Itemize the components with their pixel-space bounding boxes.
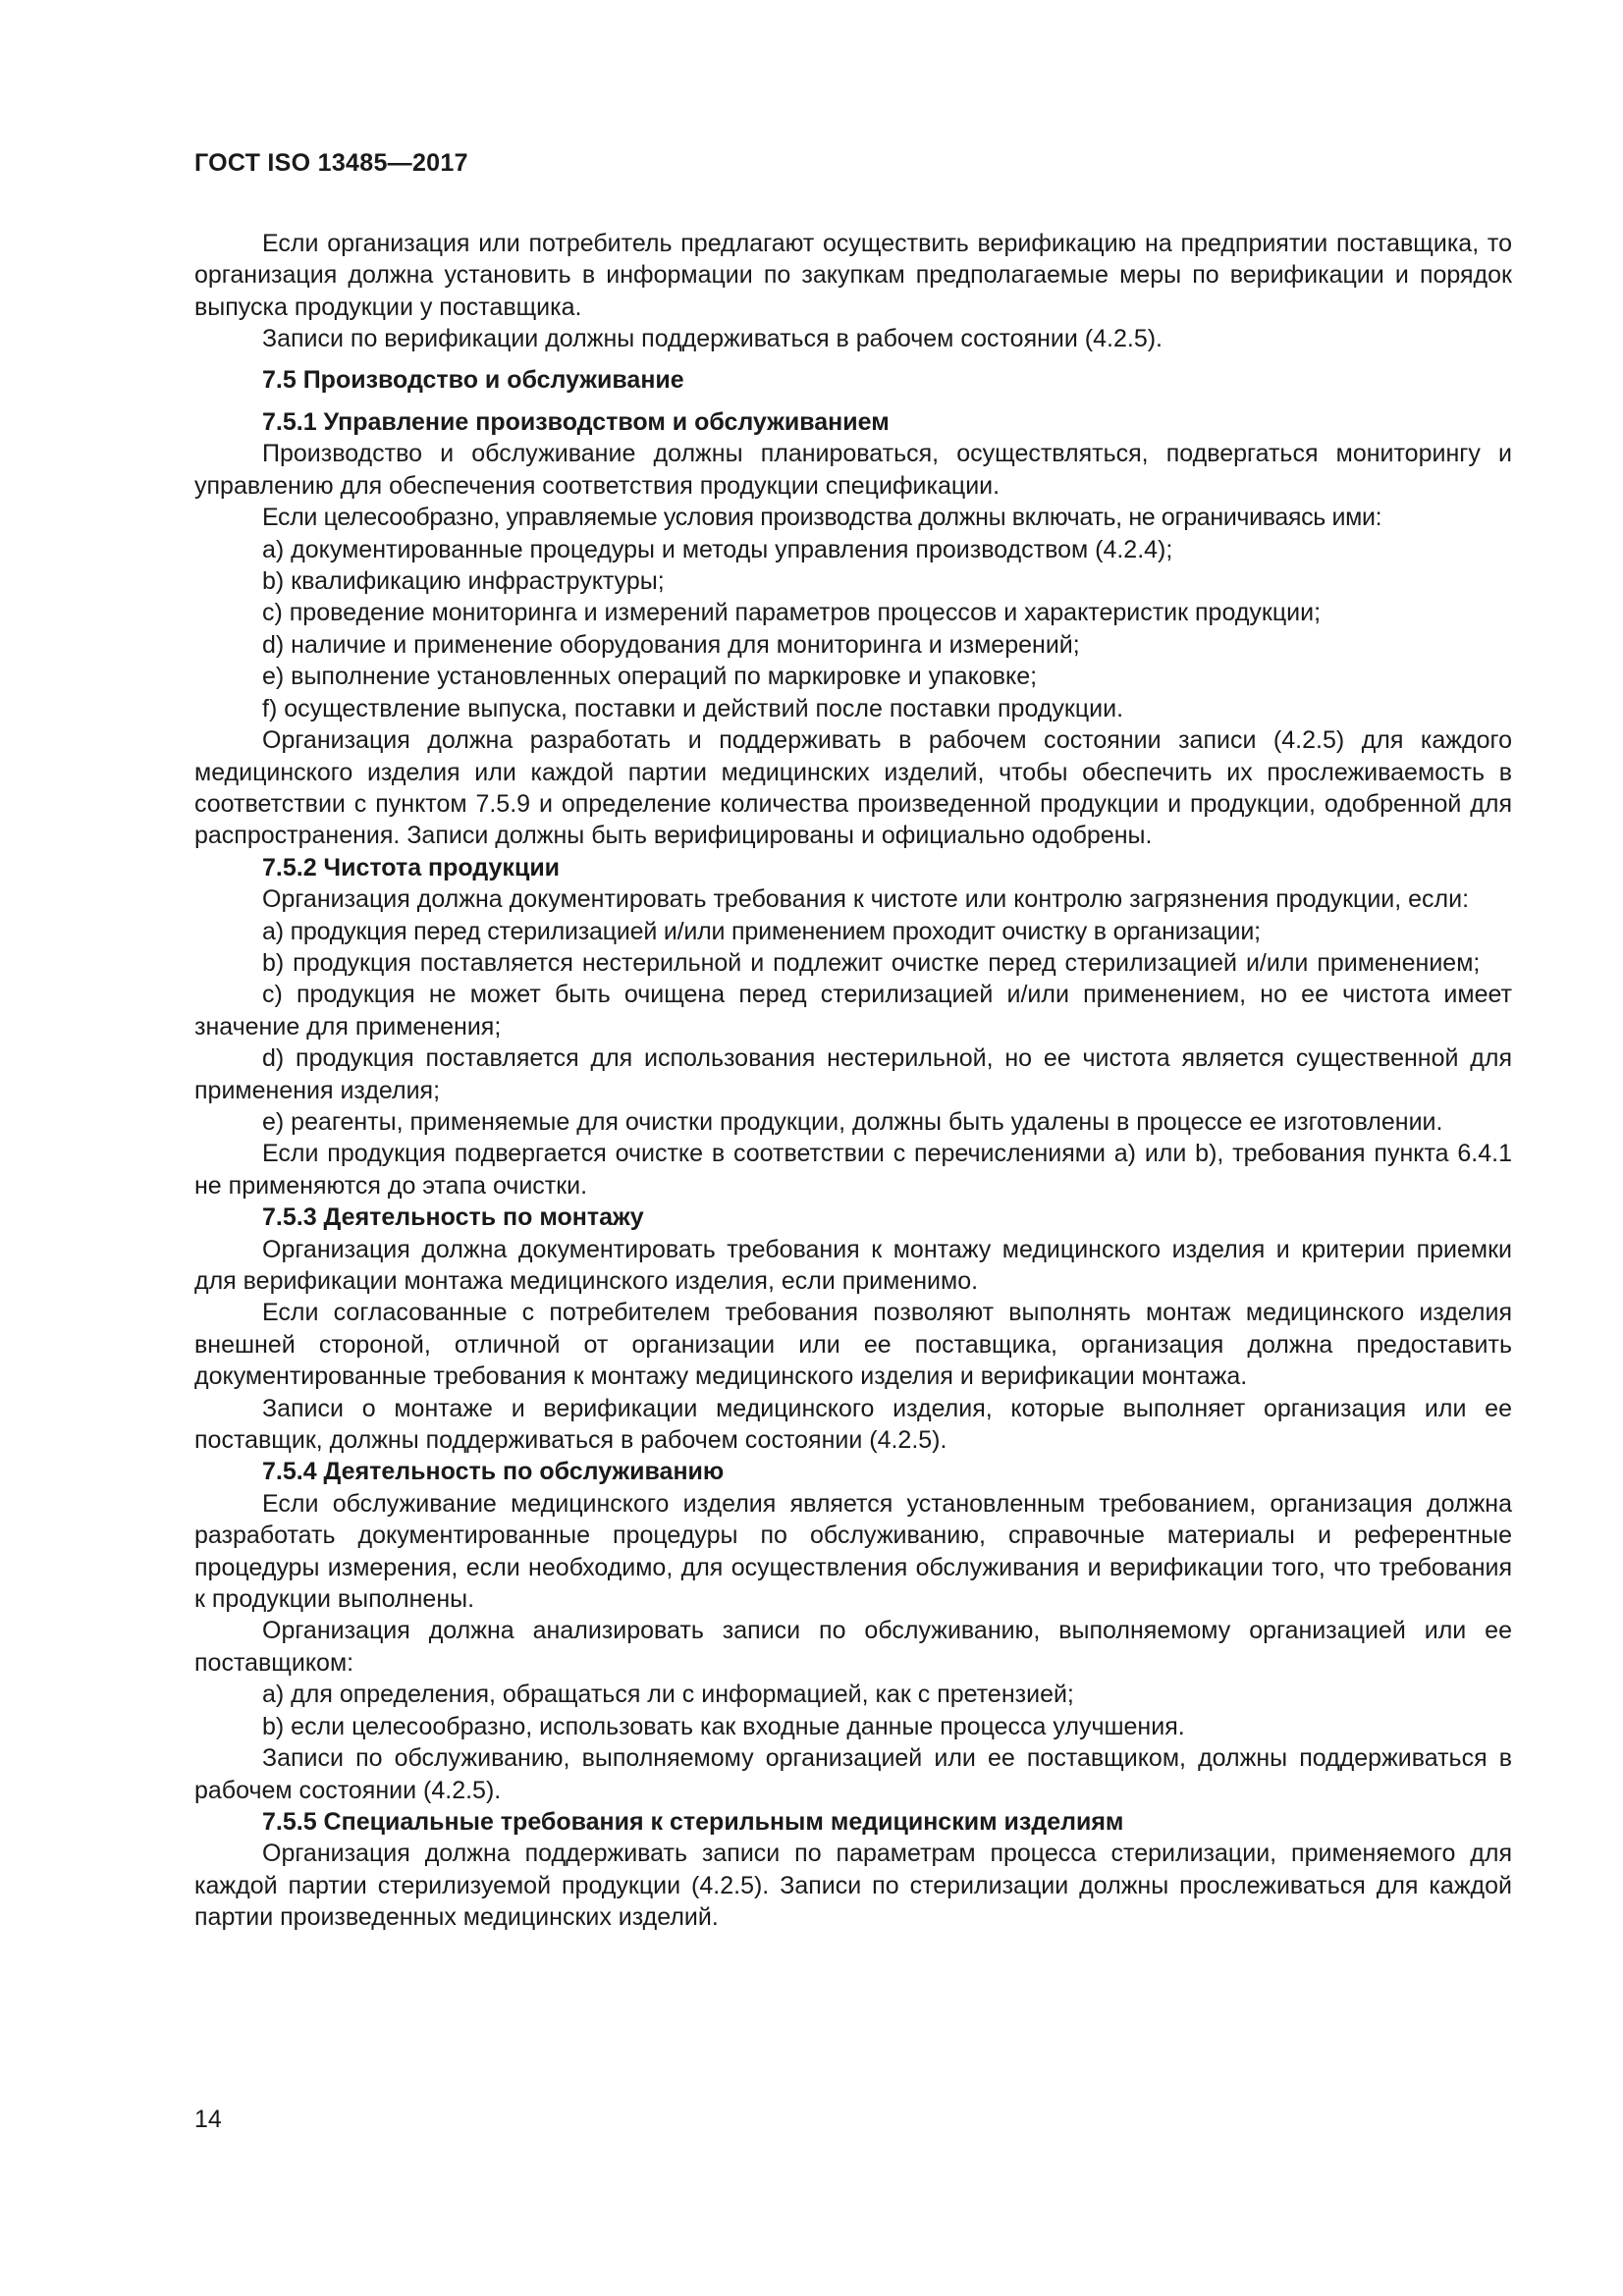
list-item: f) осуществление выпуска, поставки и действий после поставки продукции. [262,694,1124,722]
subsection-heading: 7.5.2 Чистота продукции [262,853,561,881]
paragraph: Если целесообразно, управляемые условия производства должны включать, не ограничиваясь ими: [262,504,1382,532]
list-item: a) для определения, обращаться ли с информацией, как с претензией; [262,1681,1074,1709]
paragraph: Организация должна анализировать записи по обслуживанию, выполняемому организацией или ее поставщиком: [194,1617,1512,1677]
paragraph: Если обслуживание медицинского изделия является установленным требованием, организация должна разработать документированные процедуры по обслуживанию, справочные материалы и референтные процедуры измерения, если необходимо, для осуществления обслуживания и верификации того, что требования к продукции выполнены. [194,1489,1512,1614]
section-heading: 7.5 Производство и обслуживание [262,365,684,394]
list-item: d) продукция поставляется для использования нестерильной, но ее чистота является существенной для применения изделия; [194,1044,1512,1104]
paragraph: Записи о монтаже и верификации медицинского изделия, которые выполняет организация или ее поставщик, должны поддерживаться в рабочем состоянии (4.2.5). [194,1394,1512,1455]
list-item: a) продукция перед стерилизацией и/или применением проходит очистку в организации; [262,917,1261,945]
document-body [194,228,1512,1934]
list-item: e) реагенты, применяемые для очистки продукции, должны быть удалены в процессе ее изготовлении. [262,1107,1443,1136]
paragraph: Организация должна разработать и поддерживать в рабочем состоянии записи (4.2.5) для каждого медицинского изделия или каждой партии медицинских изделий, чтобы обеспечить их прослеживаемость в соответствии с пунктом 7.5.9 и определение количества произведенной продукции и продукции, одобренной для распространения. Записи должны быть верифицированы и официально одобрены. [194,726,1512,850]
paragraph: Производство и обслуживание должны планироваться, осуществляться, подвергаться мониторингу и управлению для обеспечения соответствия продукции спецификации. [194,440,1512,500]
list-item: a) документированные процедуры и методы управления производством (4.2.4); [262,535,1173,563]
subsection-heading: 7.5.3 Деятельность по монтажу [262,1203,644,1232]
paragraph: Если организация или потребитель предлагают осуществить верификацию на предприятии поставщика, то организация должна установить в информации по закупкам предполагаемые меры по верификации и порядок выпуска продукции у поставщика. [194,230,1512,321]
list-item: c) продукция не может быть очищена перед стерилизацией и/или применением, но ее чистота имеет значение для применения; [194,981,1512,1041]
list-item: b) если целесообразно, использовать как входные данные процесса улучшения. [262,1712,1185,1740]
paragraph: Записи по верификации должны поддерживаться в рабочем состоянии (4.2.5). [262,325,1163,353]
list-item: b) квалификацию инфраструктуры; [262,567,665,596]
paragraph: Организация должна документировать требования к монтажу медицинского изделия и критерии приемки для верификации монтажа медицинского изделия, если применимо. [194,1235,1512,1295]
paragraph: Если согласованные с потребителем требования позволяют выполнять монтаж медицинского изделия внешней стороной, отличной от организации или ее поставщика, организация должна предоставить документированные требования к монтажу медицинского изделия и верификации монтажа. [194,1299,1512,1391]
subsection-heading: 7.5.5 Специальные требования к стерильным медицинским изделиям [262,1807,1124,1836]
list-item: e) выполнение установленных операций по маркировке и упаковке; [262,663,1038,691]
document-header: ГОСТ ISO 13485—2017 [194,149,468,177]
paragraph: Если продукция подвергается очистке в соответствии с перечислениями а) или b), требования пункта 6.4.1 не применяются до этапа очистки. [194,1140,1512,1200]
list-item: c) проведение мониторинга и измерений параметров процессов и характеристик продукции; [262,599,1322,627]
subsection-heading: 7.5.1 Управление производством и обслуживанием [262,408,890,437]
list-item: b) продукция поставляется нестерильной и подлежит очистке перед стерилизацией и/или применением; [262,948,1481,977]
paragraph: Организация должна документировать требования к чистоте или контролю загрязнения продукции, если: [262,885,1470,914]
paragraph: Организация должна поддерживать записи по параметрам процесса стерилизации, применяемого для каждой партии стерилизуемой продукции (4.2.5). Записи по стерилизации должны прослеживаться для каждой партии произведенных медицинских изделий. [194,1840,1512,1932]
paragraph: Записи по обслуживанию, выполняемому организацией или ее поставщиком, должны поддерживаться в рабочем состоянии (4.2.5). [194,1744,1512,1804]
subsection-heading: 7.5.4 Деятельность по обслуживанию [262,1458,725,1486]
list-item: d) наличие и применение оборудования для мониторинга и измерений; [262,630,1080,659]
page-number: 14 [194,2106,222,2133]
